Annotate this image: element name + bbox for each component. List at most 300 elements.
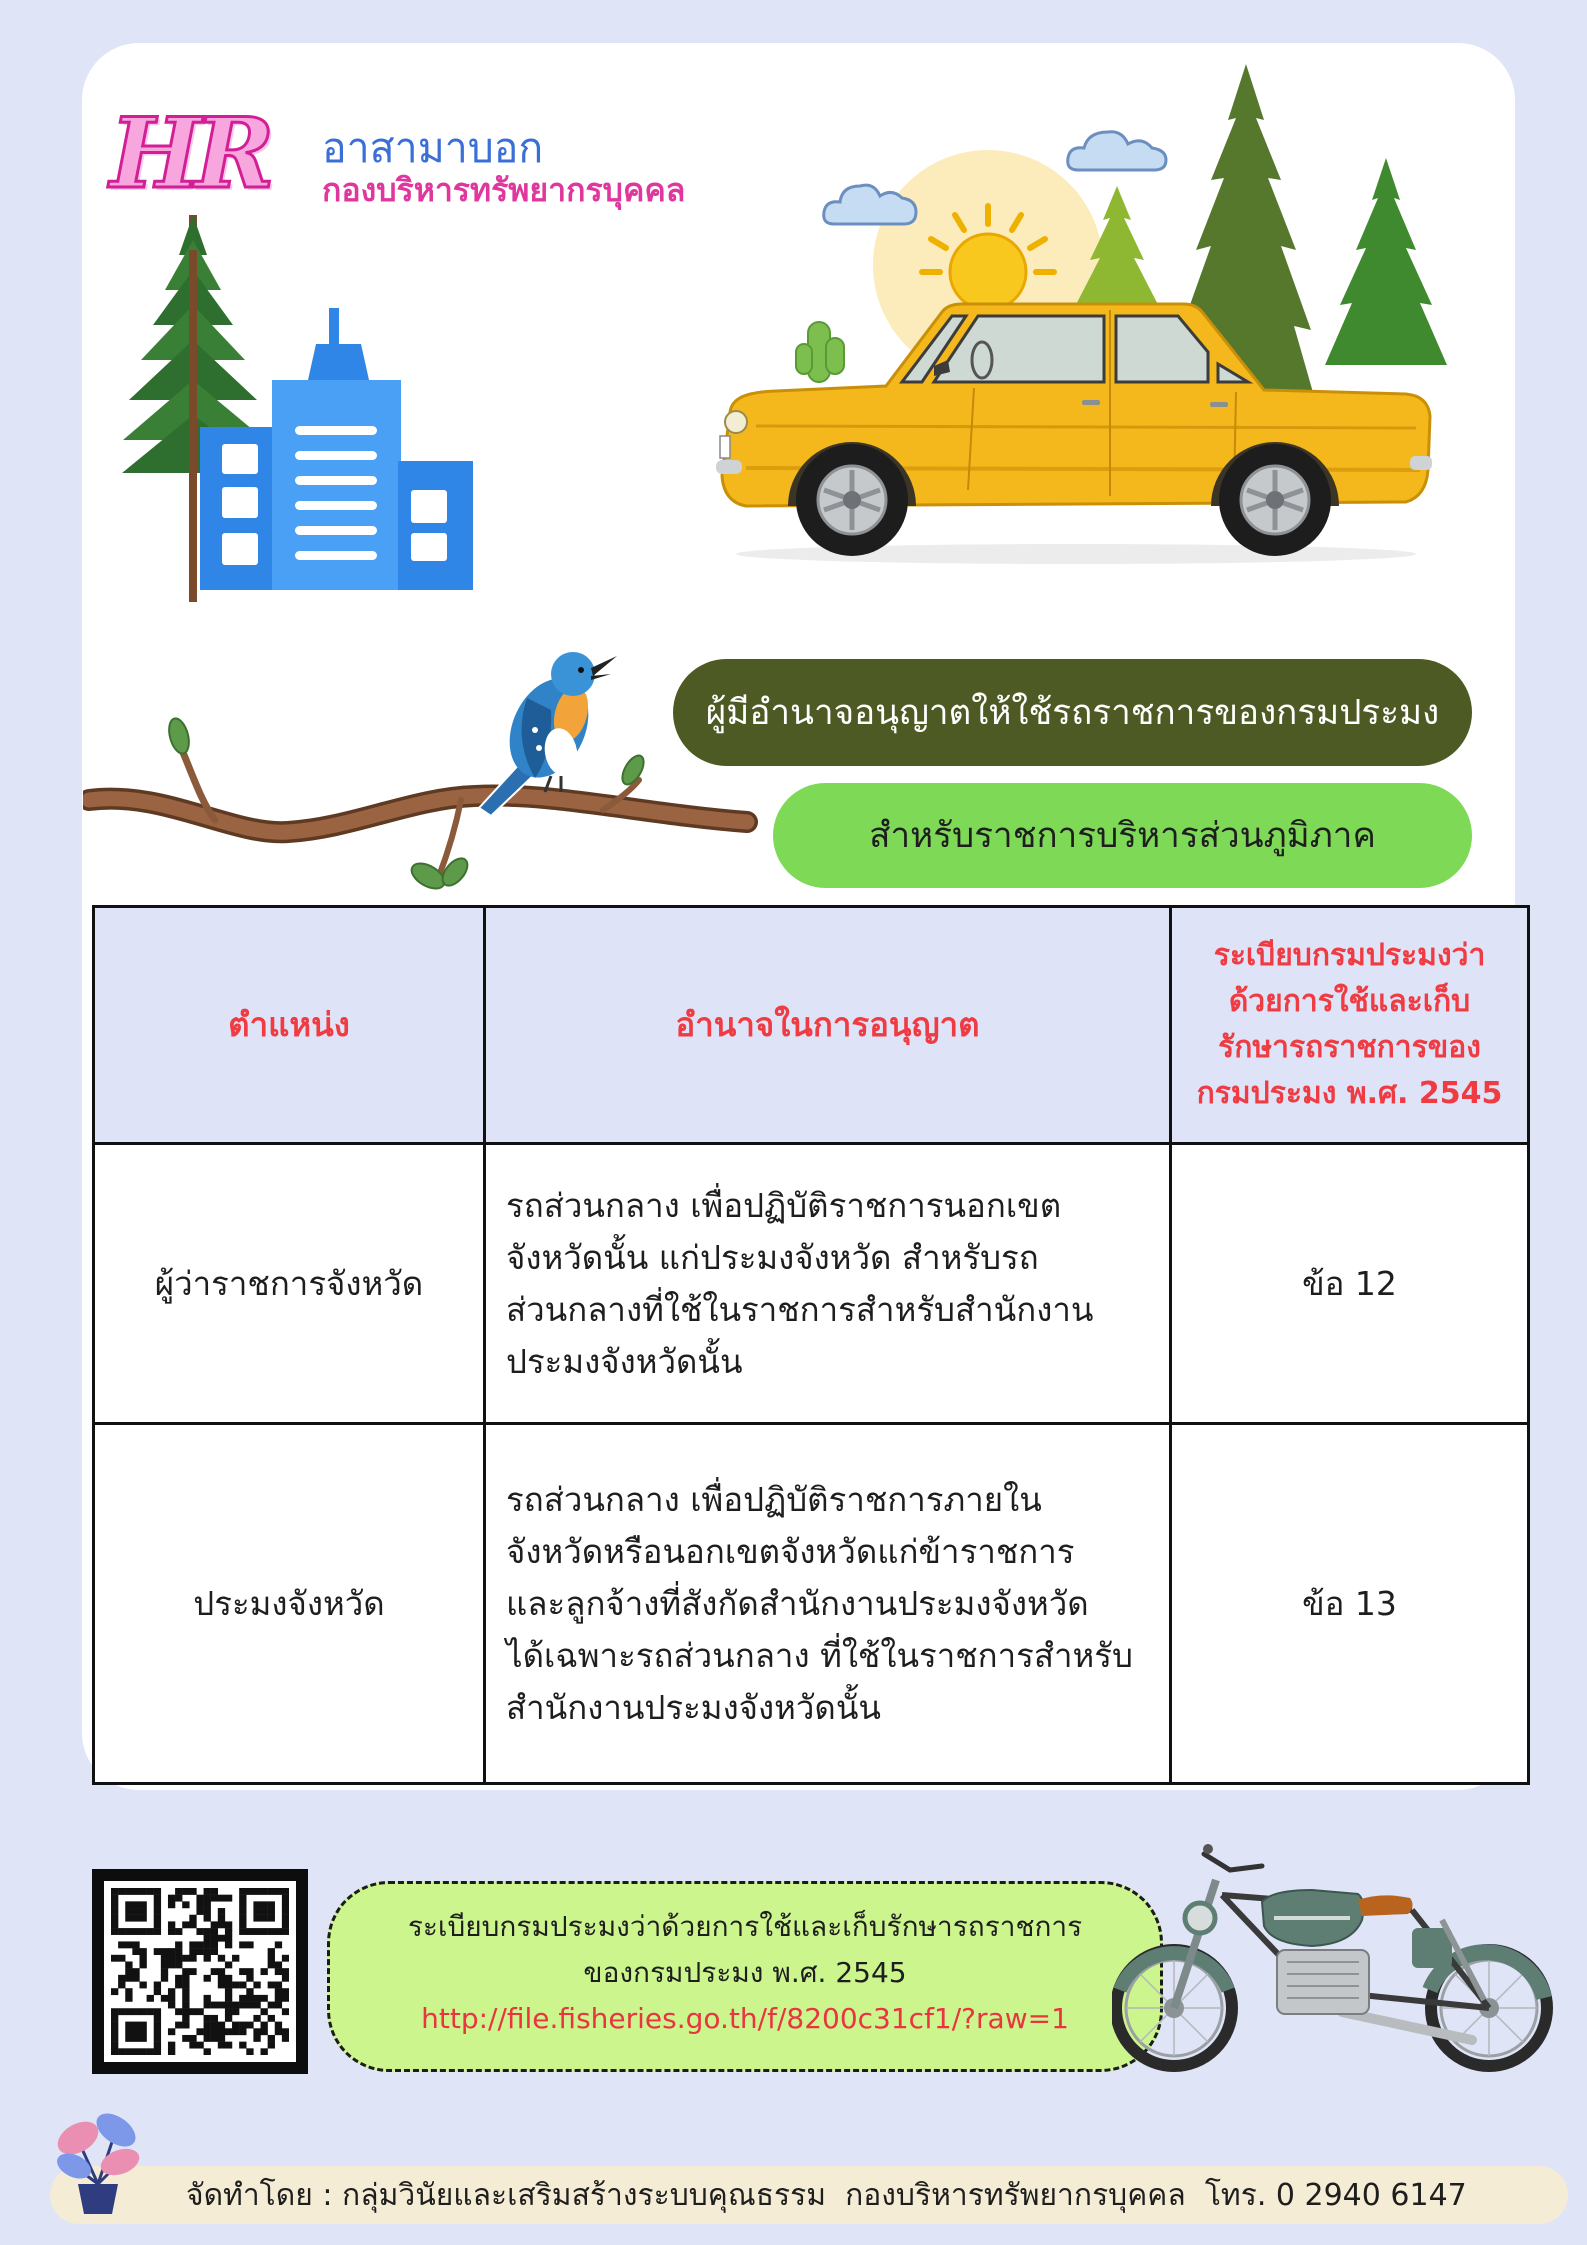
qr-module xyxy=(139,1888,146,1895)
qr-module xyxy=(189,2042,196,2049)
branch-icon xyxy=(89,748,747,876)
qr-module xyxy=(239,1995,246,2002)
qr-module xyxy=(225,2008,232,2015)
qr-module xyxy=(175,2008,182,2015)
qr-module xyxy=(175,1948,182,1955)
qr-module xyxy=(282,1955,289,1962)
qr-module xyxy=(132,1928,139,1935)
qr-module xyxy=(189,1955,196,1962)
table-cell-position: ผู้ว่าราชการจังหวัด xyxy=(95,1145,486,1425)
header-line: กรมประมง พ.ศ. 2545 xyxy=(1196,1076,1503,1111)
qr-module xyxy=(154,1895,161,1902)
qr-module xyxy=(239,1915,246,1922)
qr-module xyxy=(182,1888,189,1895)
qr-module xyxy=(204,1935,211,1942)
qr-module xyxy=(275,1995,282,2002)
qr-module xyxy=(175,1941,182,1948)
qr-module xyxy=(132,1888,139,1895)
qr-module xyxy=(246,1941,253,1948)
qr-module xyxy=(154,1908,161,1915)
qr-module xyxy=(132,1948,139,1955)
qr-module xyxy=(168,1988,175,1995)
qr-module xyxy=(139,1901,146,1908)
header-subtitle: กองบริหารทรัพยากรบุคคล xyxy=(322,171,686,209)
qr-module xyxy=(182,1968,189,1975)
qr-module xyxy=(218,2028,225,2035)
qr-module xyxy=(132,1901,139,1908)
authority-banner: ผู้มีอำนาจอนุญาตให้ใช้รถราชการของกรมประมง xyxy=(673,659,1472,766)
authority-line: รถส่วนกลาง เพื่อปฏิบัติราชการนอกเขต xyxy=(506,1185,1062,1225)
qr-module xyxy=(196,2028,203,2035)
qr-module xyxy=(275,2002,282,2009)
qr-module xyxy=(111,1915,118,1922)
qr-module xyxy=(182,1901,189,1908)
qr-module xyxy=(239,2028,246,2035)
qr-module xyxy=(232,2028,239,2035)
qr-module xyxy=(161,1948,168,1955)
qr-module xyxy=(111,1908,118,1915)
qr-module xyxy=(182,1995,189,2002)
qr-module xyxy=(275,1961,282,1968)
car-wheel-icon xyxy=(1219,444,1331,556)
qr-module xyxy=(147,1995,154,2002)
car-sun-trees-illustration xyxy=(716,60,1456,566)
qr-module xyxy=(125,1941,132,1948)
qr-module xyxy=(204,1901,211,1908)
qr-module xyxy=(132,1968,139,1975)
qr-module xyxy=(232,2008,239,2015)
qr-module xyxy=(111,1888,118,1895)
qr-module xyxy=(225,1935,232,1942)
qr-module xyxy=(246,2002,253,2009)
qr-module xyxy=(275,1968,282,1975)
qr-module xyxy=(282,1915,289,1922)
qr-module xyxy=(246,2048,253,2055)
qr-module xyxy=(175,1888,182,1895)
qr-module xyxy=(189,1948,196,1955)
qr-module xyxy=(125,1988,132,1995)
qr-module xyxy=(253,2035,260,2042)
qr-module xyxy=(232,2002,239,2009)
qr-module xyxy=(139,1928,146,1935)
qr-module xyxy=(168,1895,175,1902)
qr-module xyxy=(189,2035,196,2042)
qr-module xyxy=(232,1955,239,1962)
qr-module xyxy=(182,1975,189,1982)
motorcycle-illustration xyxy=(1112,1840,1557,2080)
qr-module xyxy=(196,1948,203,1955)
qr-module xyxy=(282,1995,289,2002)
qr-module xyxy=(175,1895,182,1902)
qr-module xyxy=(168,2002,175,2009)
qr-module xyxy=(204,1908,211,1915)
qr-module xyxy=(175,1961,182,1968)
qr-module xyxy=(125,1968,132,1975)
authority-line: รถส่วนกลาง เพื่อปฏิบัติราชการภายใน xyxy=(506,1479,1042,1519)
qr-module xyxy=(111,2048,118,2055)
qr-module xyxy=(139,1915,146,1922)
qr-module xyxy=(275,1888,282,1895)
qr-module xyxy=(239,2042,246,2049)
table-header-regulation xyxy=(1172,908,1527,1145)
qr-module xyxy=(204,1888,211,1895)
qr-module xyxy=(168,1948,175,1955)
qr-module xyxy=(125,1888,132,1895)
qr-module xyxy=(253,2002,260,2009)
qr-module xyxy=(204,2035,211,2042)
qr-module xyxy=(139,2022,146,2029)
authority-line: สำนักงานประมงจังหวัดนั้น xyxy=(506,1687,881,1727)
qr-module xyxy=(204,1948,211,1955)
qr-module xyxy=(168,2028,175,2035)
qr-module xyxy=(125,1901,132,1908)
qr-module xyxy=(211,2022,218,2029)
cactus-icon xyxy=(796,322,844,382)
qr-module xyxy=(225,1988,232,1995)
qr-module xyxy=(111,1928,118,1935)
qr-module xyxy=(168,2042,175,2049)
qr-module xyxy=(111,1895,118,1902)
qr-module xyxy=(154,2015,161,2022)
qr-module xyxy=(154,2048,161,2055)
qr-module xyxy=(118,1941,125,1948)
qr-code-pattern xyxy=(111,1888,289,2055)
qr-module xyxy=(246,2022,253,2029)
qr-module xyxy=(125,2008,132,2015)
qr-module xyxy=(196,1901,203,1908)
authority-table xyxy=(92,905,1530,1785)
reference-line-1: ระเบียบกรมประมงว่าด้วยการใช้และเก็บรักษารถราชการ xyxy=(407,1910,1083,1943)
cloud-icon xyxy=(1068,132,1166,170)
qr-module xyxy=(204,2022,211,2029)
building-icon xyxy=(200,308,473,590)
qr-module xyxy=(268,1915,275,1922)
qr-module xyxy=(161,1955,168,1962)
qr-module xyxy=(147,2048,154,2055)
authority-line: จังหวัดนั้น แก่ประมงจังหวัด สำหรับรถ xyxy=(506,1237,1039,1277)
qr-module xyxy=(154,1888,161,1895)
qr-module xyxy=(282,1921,289,1928)
qr-module xyxy=(261,1995,268,2002)
qr-module xyxy=(232,2022,239,2029)
qr-module xyxy=(182,1921,189,1928)
reference-url-link[interactable]: http://file.fisheries.go.th/f/8200c31cf1/?raw=1 xyxy=(421,2002,1069,2035)
qr-module xyxy=(268,1888,275,1895)
qr-module xyxy=(182,2002,189,2009)
qr-module xyxy=(211,2002,218,2009)
header-line: ด้วยการใช้และเก็บ xyxy=(1228,984,1471,1019)
qr-module xyxy=(182,2008,189,2015)
qr-module xyxy=(218,1915,225,1922)
qr-module xyxy=(253,1908,260,1915)
qr-module xyxy=(139,1982,146,1989)
qr-module xyxy=(111,2028,118,2035)
authority-line: จังหวัดหรือนอกเขตจังหวัดแก่ข้าราชการ xyxy=(506,1531,1075,1571)
qr-module xyxy=(182,1955,189,1962)
qr-module xyxy=(154,1901,161,1908)
qr-module xyxy=(268,2015,275,2022)
qr-module xyxy=(239,1941,246,1948)
qr-module xyxy=(218,2002,225,2009)
qr-module xyxy=(246,1975,253,1982)
qr-module xyxy=(225,1895,232,1902)
qr-module xyxy=(282,1968,289,1975)
qr-module xyxy=(154,1988,161,1995)
qr-module xyxy=(118,2048,125,2055)
qr-module xyxy=(225,1941,232,1948)
qr-module xyxy=(239,1901,246,1908)
authority-line: ประมงจังหวัดนั้น xyxy=(506,1341,743,1381)
qr-module xyxy=(275,1928,282,1935)
qr-module xyxy=(261,1908,268,1915)
qr-module xyxy=(204,1915,211,1922)
qr-module xyxy=(282,1975,289,1982)
qr-module xyxy=(132,2022,139,2029)
qr-module xyxy=(253,1982,260,1989)
qr-module xyxy=(111,1901,118,1908)
qr-module xyxy=(268,1908,275,1915)
qr-module xyxy=(275,1988,282,1995)
qr-module xyxy=(218,1895,225,1902)
qr-module xyxy=(211,1928,218,1935)
qr-module xyxy=(182,2022,189,2029)
qr-module xyxy=(246,1928,253,1935)
qr-module xyxy=(189,1941,196,1948)
authority-line: และลูกจ้างที่สังกัดสำนักงานประมงจังหวัด xyxy=(506,1583,1089,1623)
qr-module xyxy=(275,2028,282,2035)
qr-module xyxy=(225,2042,232,2049)
qr-module xyxy=(282,1901,289,1908)
qr-module xyxy=(125,2035,132,2042)
qr-module xyxy=(218,2035,225,2042)
qr-module xyxy=(239,1921,246,1928)
qr-module xyxy=(132,1975,139,1982)
qr-module xyxy=(211,2015,218,2022)
qr-module xyxy=(111,1988,118,1995)
qr-module xyxy=(225,1982,232,1989)
qr-module xyxy=(132,2008,139,2015)
table-cell-clause: ข้อ 13 xyxy=(1302,1583,1397,1623)
qr-module xyxy=(204,2028,211,2035)
qr-module xyxy=(268,2002,275,2009)
qr-module xyxy=(132,2035,139,2042)
qr-module xyxy=(211,1888,218,1895)
qr-module xyxy=(225,1975,232,1982)
qr-module xyxy=(268,1928,275,1935)
qr-module xyxy=(225,2015,232,2022)
qr-module xyxy=(218,1935,225,1942)
qr-module xyxy=(218,1968,225,1975)
qr-module xyxy=(125,1915,132,1922)
qr-module xyxy=(239,1895,246,1902)
qr-module xyxy=(125,1995,132,2002)
qr-module xyxy=(204,1975,211,1982)
qr-module xyxy=(132,1915,139,1922)
qr-module xyxy=(189,1921,196,1928)
qr-module xyxy=(253,1995,260,2002)
qr-module xyxy=(175,2022,182,2029)
header-line: ระเบียบกรมประมงว่า xyxy=(1213,938,1486,973)
qr-module xyxy=(282,1908,289,1915)
qr-module xyxy=(111,2015,118,2022)
qr-module xyxy=(218,2022,225,2029)
header-line: รักษารถราชการของ xyxy=(1218,1030,1481,1065)
qr-module xyxy=(225,2028,232,2035)
qr-module xyxy=(139,1961,146,1968)
qr-module xyxy=(239,1982,246,1989)
qr-module xyxy=(154,2035,161,2042)
qr-module xyxy=(225,1961,232,1968)
qr-module xyxy=(261,2008,268,2015)
qr-module xyxy=(125,2022,132,2029)
qr-module xyxy=(139,1955,146,1962)
qr-module xyxy=(125,1908,132,1915)
qr-module xyxy=(118,1975,125,1982)
qr-module xyxy=(225,1928,232,1935)
qr-module xyxy=(111,2008,118,2015)
table-header-position: ตำแหน่ง xyxy=(95,908,486,1145)
qr-module xyxy=(211,2028,218,2035)
qr-module xyxy=(218,2042,225,2049)
hr-logo: HR xyxy=(110,97,269,210)
qr-module xyxy=(239,1928,246,1935)
qr-module xyxy=(132,1941,139,1948)
qr-module xyxy=(261,1928,268,1935)
qr-module xyxy=(246,1888,253,1895)
qr-module xyxy=(139,2048,146,2055)
qr-module xyxy=(154,1921,161,1928)
qr-module xyxy=(211,1948,218,1955)
qr-module xyxy=(253,1901,260,1908)
qr-module xyxy=(154,1982,161,1989)
qr-module xyxy=(132,2028,139,2035)
qr-module xyxy=(139,2035,146,2042)
qr-module xyxy=(118,1982,125,1989)
qr-module xyxy=(275,1941,282,1948)
qr-module xyxy=(111,2022,118,2029)
qr-module xyxy=(132,2048,139,2055)
qr-module xyxy=(282,2008,289,2015)
qr-module xyxy=(268,1948,275,1955)
qr-module xyxy=(268,1955,275,1962)
qr-module xyxy=(246,1988,253,1995)
bird-on-branch-illustration xyxy=(83,640,763,905)
qr-module xyxy=(147,1928,154,1935)
qr-module xyxy=(154,1928,161,1935)
qr-module xyxy=(161,1968,168,1975)
qr-module xyxy=(261,1915,268,1922)
qr-module xyxy=(175,1982,182,1989)
qr-module xyxy=(239,2022,246,2029)
reference-line-2: ของกรมประมง พ.ศ. 2545 xyxy=(583,1956,907,1989)
qr-module xyxy=(239,1908,246,1915)
qr-module xyxy=(168,2048,175,2055)
qr-module xyxy=(175,1928,182,1935)
qr-module xyxy=(147,1888,154,1895)
regulation-reference-box xyxy=(327,1881,1163,2072)
qr-module xyxy=(218,1921,225,1928)
authority-line: ส่วนกลางที่ใช้ในราชการสำหรับสำนักงาน xyxy=(506,1289,1094,1329)
qr-module xyxy=(268,2042,275,2049)
footer-credit: จัดทำโดย : กลุ่มวินัยและเสริมสร้างระบบคุณธรรม กองบริหารทรัพยากรบุคคล โทร. 0 2940 6147 xyxy=(50,2166,1568,2224)
plant-icon xyxy=(48,2100,148,2218)
qr-module xyxy=(261,2022,268,2029)
qr-module xyxy=(204,2048,211,2055)
header-title: อาสามาบอก xyxy=(322,124,544,172)
qr-module xyxy=(189,1968,196,1975)
qr-module xyxy=(211,1895,218,1902)
qr-module xyxy=(196,1908,203,1915)
qr-module xyxy=(211,1941,218,1948)
qr-module xyxy=(204,2015,211,2022)
qr-module xyxy=(239,1888,246,1895)
qr-module xyxy=(168,1921,175,1928)
qr-module xyxy=(218,1975,225,1982)
qr-module xyxy=(268,1982,275,1989)
qr-module xyxy=(118,1888,125,1895)
qr-module xyxy=(261,1968,268,1975)
qr-module xyxy=(261,2048,268,2055)
qr-module xyxy=(189,1915,196,1922)
qr-module xyxy=(154,2022,161,2029)
qr-module xyxy=(168,1995,175,2002)
qr-module xyxy=(225,1921,232,1928)
qr-module xyxy=(118,1955,125,1962)
qr-module xyxy=(261,1901,268,1908)
qr-module xyxy=(204,1995,211,2002)
qr-module xyxy=(161,1995,168,2002)
qr-module xyxy=(239,2002,246,2009)
qr-module xyxy=(168,1955,175,1962)
qr-module xyxy=(182,2035,189,2042)
qr-module xyxy=(204,2002,211,2009)
qr-module xyxy=(204,1941,211,1948)
qr-module xyxy=(282,1895,289,1902)
qr-module xyxy=(139,1908,146,1915)
qr-module xyxy=(282,2035,289,2042)
qr-module xyxy=(168,1928,175,1935)
qr-module xyxy=(132,1908,139,1915)
qr-module xyxy=(211,1935,218,1942)
qr-module xyxy=(218,1955,225,1962)
qr-module xyxy=(189,1888,196,1895)
qr-module xyxy=(282,2028,289,2035)
qr-module xyxy=(118,2008,125,2015)
qr-module xyxy=(204,1895,211,1902)
qr-code xyxy=(92,1869,308,2074)
qr-module xyxy=(125,2048,132,2055)
qr-module xyxy=(154,1948,161,1955)
qr-module xyxy=(218,1908,225,1915)
table-cell-clause: ข้อ 12 xyxy=(1172,1145,1527,1425)
qr-module xyxy=(139,1948,146,1955)
table-header-authority: อำนาจในการอนุญาต xyxy=(486,908,1172,1145)
qr-module xyxy=(182,2015,189,2022)
qr-module xyxy=(182,1988,189,1995)
qr-module xyxy=(154,2042,161,2049)
qr-module xyxy=(261,1888,268,1895)
qr-module xyxy=(175,1975,182,1982)
qr-module xyxy=(196,1895,203,1902)
qr-module xyxy=(253,2015,260,2022)
qr-module xyxy=(111,1921,118,1928)
qr-module xyxy=(189,2008,196,2015)
qr-module xyxy=(211,1921,218,1928)
qr-module xyxy=(211,2035,218,2042)
scope-banner: สำหรับราชการบริหารส่วนภูมิภาค xyxy=(773,783,1472,888)
qr-module xyxy=(125,1928,132,1935)
qr-module xyxy=(125,1975,132,1982)
